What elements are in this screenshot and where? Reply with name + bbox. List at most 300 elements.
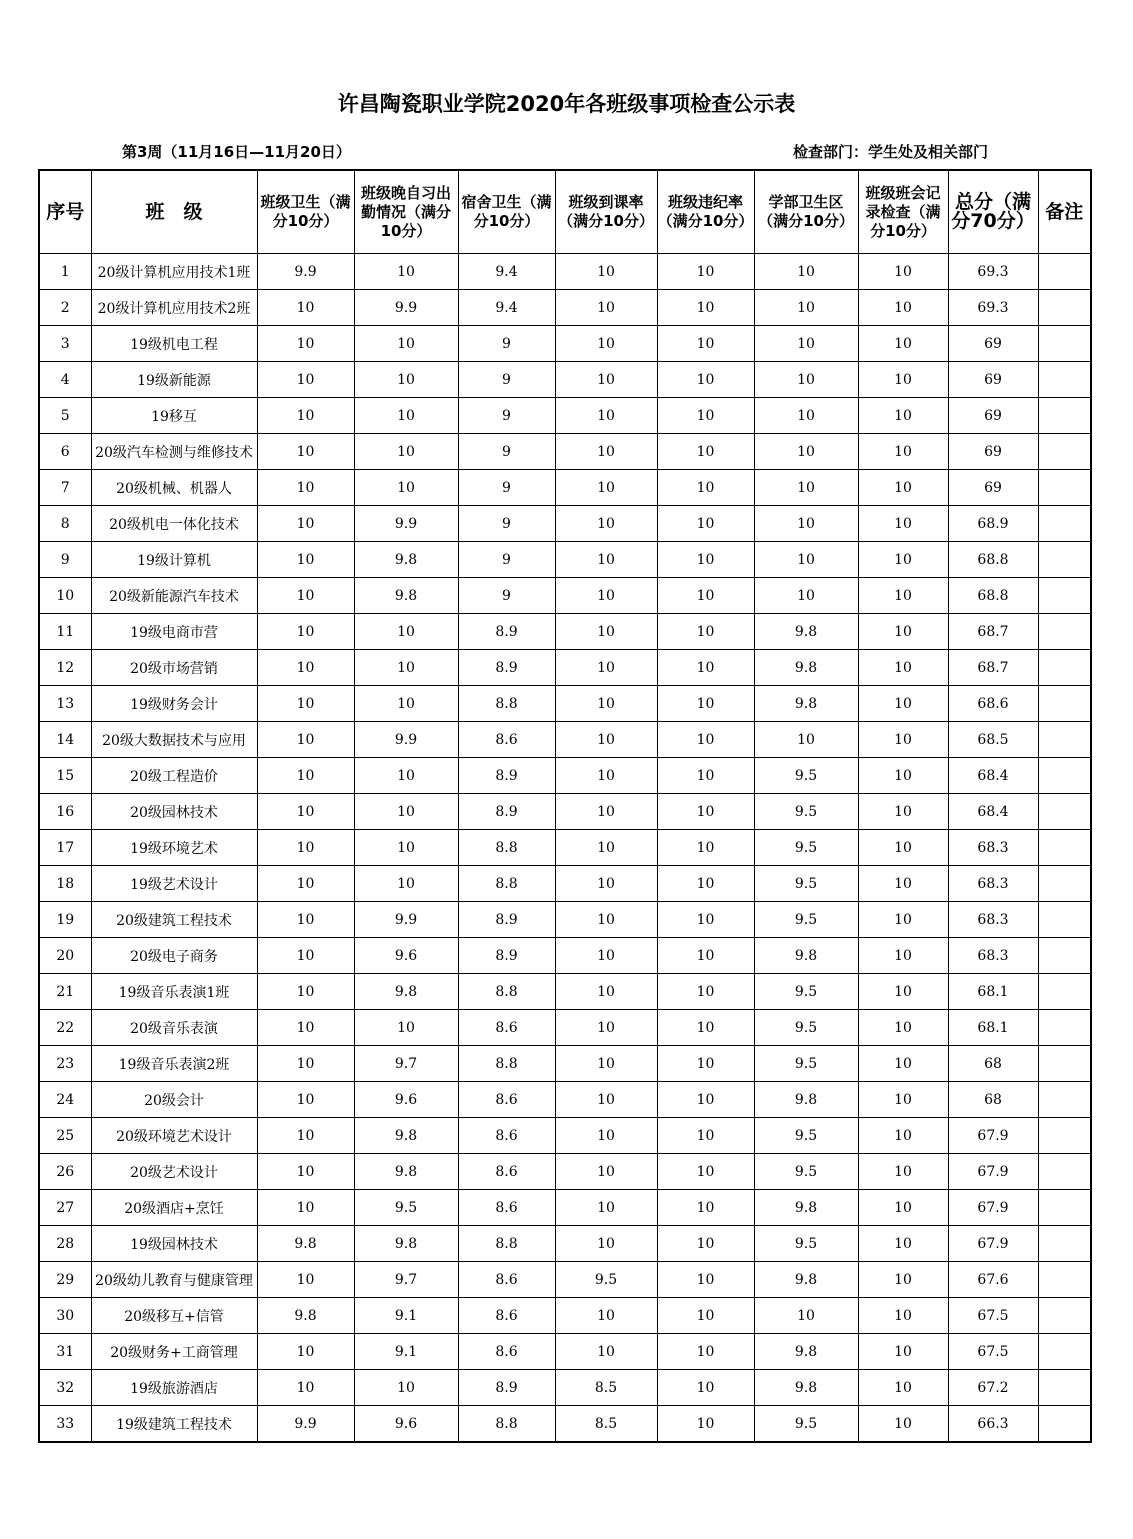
discipline: 10 <box>657 1406 754 1443</box>
class-hygiene: 10 <box>257 722 354 758</box>
class-name: 19级机电工程 <box>91 326 257 362</box>
discipline: 10 <box>657 794 754 830</box>
remark <box>1038 650 1091 686</box>
header-class-hygiene: 班级卫生（满分10分） <box>257 170 354 254</box>
total-score: 68.4 <box>948 794 1038 830</box>
table-row <box>39 686 1091 722</box>
table-row <box>39 1190 1091 1226</box>
remark <box>1038 1370 1091 1406</box>
dorm-hygiene: 8.9 <box>458 938 555 974</box>
dept-area: 9.8 <box>754 1370 858 1406</box>
class-name: 20级新能源汽车技术 <box>91 578 257 614</box>
class-hygiene: 10 <box>257 470 354 506</box>
dorm-hygiene: 8.8 <box>458 1226 555 1262</box>
remark <box>1038 434 1091 470</box>
header-row <box>39 170 1091 254</box>
row-no: 2 <box>39 290 91 326</box>
discipline: 10 <box>657 542 754 578</box>
table-row <box>39 1046 1091 1082</box>
attendance: 10 <box>555 974 657 1010</box>
class-name: 20级计算机应用技术2班 <box>91 290 257 326</box>
row-no: 12 <box>39 650 91 686</box>
table-row <box>39 830 1091 866</box>
dorm-hygiene: 8.9 <box>458 902 555 938</box>
meeting-record: 10 <box>858 398 948 434</box>
row-no: 4 <box>39 362 91 398</box>
evening-study: 10 <box>354 758 458 794</box>
discipline: 10 <box>657 902 754 938</box>
row-no: 26 <box>39 1154 91 1190</box>
discipline: 10 <box>657 434 754 470</box>
remark <box>1038 470 1091 506</box>
evening-study: 9.9 <box>354 722 458 758</box>
dept-area: 9.5 <box>754 866 858 902</box>
evening-study: 9.8 <box>354 1154 458 1190</box>
dorm-hygiene: 8.6 <box>458 1118 555 1154</box>
discipline: 10 <box>657 1190 754 1226</box>
remark <box>1038 1118 1091 1154</box>
evening-study: 9.1 <box>354 1298 458 1334</box>
class-name: 20级财务+工商管理 <box>91 1334 257 1370</box>
class-hygiene: 10 <box>257 1334 354 1370</box>
class-name: 19移互 <box>91 398 257 434</box>
attendance: 9.5 <box>555 1262 657 1298</box>
table-row <box>39 326 1091 362</box>
attendance: 8.5 <box>555 1406 657 1443</box>
remark <box>1038 614 1091 650</box>
evening-study: 9.6 <box>354 1082 458 1118</box>
header-total: 总分（满分70分） <box>948 170 1038 254</box>
attendance: 10 <box>555 1010 657 1046</box>
dept-area: 9.8 <box>754 1082 858 1118</box>
total-score: 68 <box>948 1046 1038 1082</box>
dept-area: 9.8 <box>754 614 858 650</box>
table-row <box>39 1082 1091 1118</box>
table-row <box>39 1334 1091 1370</box>
discipline: 10 <box>657 1082 754 1118</box>
dorm-hygiene: 9 <box>458 542 555 578</box>
dorm-hygiene: 8.6 <box>458 1262 555 1298</box>
remark <box>1038 758 1091 794</box>
meeting-record: 10 <box>858 1010 948 1046</box>
header-meeting-record: 班级班会记录检查（满分10分） <box>858 170 948 254</box>
dept-area: 9.5 <box>754 758 858 794</box>
meeting-record: 10 <box>858 722 948 758</box>
dept-area: 10 <box>754 542 858 578</box>
class-hygiene: 10 <box>257 1082 354 1118</box>
table-row <box>39 1370 1091 1406</box>
discipline: 10 <box>657 362 754 398</box>
discipline: 10 <box>657 1262 754 1298</box>
meeting-record: 10 <box>858 1406 948 1443</box>
meeting-record: 10 <box>858 542 948 578</box>
class-name: 19级建筑工程技术 <box>91 1406 257 1443</box>
table-row <box>39 758 1091 794</box>
row-no: 14 <box>39 722 91 758</box>
class-hygiene: 10 <box>257 902 354 938</box>
remark <box>1038 362 1091 398</box>
row-no: 9 <box>39 542 91 578</box>
row-no: 33 <box>39 1406 91 1443</box>
total-score: 67.5 <box>948 1298 1038 1334</box>
total-score: 69 <box>948 398 1038 434</box>
remark <box>1038 686 1091 722</box>
row-no: 17 <box>39 830 91 866</box>
attendance: 10 <box>555 290 657 326</box>
row-no: 5 <box>39 398 91 434</box>
class-hygiene: 9.8 <box>257 1226 354 1262</box>
row-no: 8 <box>39 506 91 542</box>
discipline: 10 <box>657 578 754 614</box>
meeting-record: 10 <box>858 1082 948 1118</box>
dept-area: 10 <box>754 578 858 614</box>
evening-study: 9.7 <box>354 1262 458 1298</box>
dorm-hygiene: 9.4 <box>458 290 555 326</box>
attendance: 10 <box>555 902 657 938</box>
meeting-record: 10 <box>858 758 948 794</box>
page-title: 许昌陶瓷职业学院2020年各班级事项检查公示表 <box>337 92 796 116</box>
dorm-hygiene: 8.6 <box>458 1334 555 1370</box>
remark <box>1038 254 1091 290</box>
meeting-record: 10 <box>858 254 948 290</box>
total-score: 68.3 <box>948 938 1038 974</box>
attendance: 10 <box>555 722 657 758</box>
attendance: 10 <box>555 434 657 470</box>
row-no: 16 <box>39 794 91 830</box>
class-name: 19级新能源 <box>91 362 257 398</box>
total-score: 68.4 <box>948 758 1038 794</box>
remark <box>1038 866 1091 902</box>
class-hygiene: 10 <box>257 398 354 434</box>
evening-study: 10 <box>354 254 458 290</box>
class-name: 19级音乐表演2班 <box>91 1046 257 1082</box>
row-no: 22 <box>39 1010 91 1046</box>
class-hygiene: 10 <box>257 866 354 902</box>
table-row <box>39 506 1091 542</box>
dept-area: 9.5 <box>754 1010 858 1046</box>
total-score: 69.3 <box>948 254 1038 290</box>
class-hygiene: 10 <box>257 830 354 866</box>
dept-area: 9.8 <box>754 938 858 974</box>
class-hygiene: 10 <box>257 758 354 794</box>
class-name: 20级机械、机器人 <box>91 470 257 506</box>
attendance: 10 <box>555 938 657 974</box>
dept-area: 10 <box>754 506 858 542</box>
meeting-record: 10 <box>858 686 948 722</box>
dept-area: 10 <box>754 362 858 398</box>
row-no: 13 <box>39 686 91 722</box>
dept-area: 9.5 <box>754 794 858 830</box>
remark <box>1038 578 1091 614</box>
attendance: 10 <box>555 398 657 434</box>
class-hygiene: 10 <box>257 578 354 614</box>
dept-area: 9.5 <box>754 1118 858 1154</box>
total-score: 68.3 <box>948 902 1038 938</box>
dorm-hygiene: 8.9 <box>458 1370 555 1406</box>
discipline: 10 <box>657 722 754 758</box>
total-score: 69.3 <box>948 290 1038 326</box>
meeting-record: 10 <box>858 830 948 866</box>
class-name: 20级计算机应用技术1班 <box>91 254 257 290</box>
dorm-hygiene: 8.8 <box>458 830 555 866</box>
class-name: 19级旅游酒店 <box>91 1370 257 1406</box>
meeting-record: 10 <box>858 1226 948 1262</box>
meeting-record: 10 <box>858 1190 948 1226</box>
class-hygiene: 10 <box>257 1010 354 1046</box>
remark <box>1038 1082 1091 1118</box>
row-no: 18 <box>39 866 91 902</box>
class-hygiene: 9.9 <box>257 254 354 290</box>
discipline: 10 <box>657 1298 754 1334</box>
remark <box>1038 506 1091 542</box>
remark <box>1038 542 1091 578</box>
table-row <box>39 542 1091 578</box>
total-score: 68.7 <box>948 650 1038 686</box>
row-no: 10 <box>39 578 91 614</box>
total-score: 67.9 <box>948 1118 1038 1154</box>
evening-study: 10 <box>354 686 458 722</box>
dorm-hygiene: 8.8 <box>458 974 555 1010</box>
total-score: 69 <box>948 434 1038 470</box>
evening-study: 10 <box>354 434 458 470</box>
meeting-record: 10 <box>858 1046 948 1082</box>
total-score: 67.9 <box>948 1190 1038 1226</box>
dept-area: 9.8 <box>754 1190 858 1226</box>
attendance: 10 <box>555 1298 657 1334</box>
attendance: 10 <box>555 1190 657 1226</box>
dorm-hygiene: 9 <box>458 434 555 470</box>
attendance: 10 <box>555 470 657 506</box>
class-name: 20级建筑工程技术 <box>91 902 257 938</box>
attendance: 10 <box>555 1226 657 1262</box>
discipline: 10 <box>657 1118 754 1154</box>
remark <box>1038 1262 1091 1298</box>
total-score: 68.7 <box>948 614 1038 650</box>
dorm-hygiene: 8.8 <box>458 1046 555 1082</box>
discipline: 10 <box>657 758 754 794</box>
dorm-hygiene: 9 <box>458 398 555 434</box>
class-hygiene: 10 <box>257 326 354 362</box>
inspection-table <box>38 169 1092 1443</box>
remark <box>1038 938 1091 974</box>
class-name: 19级电商市营 <box>91 614 257 650</box>
class-hygiene: 10 <box>257 974 354 1010</box>
header-evening-study: 班级晚自习出勤情况（满分10分） <box>354 170 458 254</box>
evening-study: 10 <box>354 614 458 650</box>
row-no: 20 <box>39 938 91 974</box>
class-name: 20级工程造价 <box>91 758 257 794</box>
total-score: 69 <box>948 470 1038 506</box>
dept-area: 9.8 <box>754 1334 858 1370</box>
class-name: 19级艺术设计 <box>91 866 257 902</box>
attendance: 10 <box>555 614 657 650</box>
row-no: 1 <box>39 254 91 290</box>
class-name: 20级幼儿教育与健康管理 <box>91 1262 257 1298</box>
table-row <box>39 290 1091 326</box>
total-score: 67.6 <box>948 1262 1038 1298</box>
discipline: 10 <box>657 506 754 542</box>
class-name: 20级汽车检测与维修技术 <box>91 434 257 470</box>
attendance: 10 <box>555 578 657 614</box>
attendance: 10 <box>555 866 657 902</box>
total-score: 67.9 <box>948 1154 1038 1190</box>
week-range: 第3周（11月16日—11月20日） <box>122 143 351 161</box>
table-row <box>39 254 1091 290</box>
total-score: 69 <box>948 362 1038 398</box>
dept-area: 10 <box>754 722 858 758</box>
attendance: 10 <box>555 326 657 362</box>
class-name: 20级移互+信管 <box>91 1298 257 1334</box>
table-row <box>39 794 1091 830</box>
class-hygiene: 10 <box>257 650 354 686</box>
class-hygiene: 10 <box>257 686 354 722</box>
meeting-record: 10 <box>858 866 948 902</box>
meeting-record: 10 <box>858 1154 948 1190</box>
dorm-hygiene: 8.9 <box>458 794 555 830</box>
remark <box>1038 1154 1091 1190</box>
discipline: 10 <box>657 686 754 722</box>
discipline: 10 <box>657 1334 754 1370</box>
attendance: 10 <box>555 506 657 542</box>
dept-area: 10 <box>754 398 858 434</box>
dorm-hygiene: 8.8 <box>458 686 555 722</box>
discipline: 10 <box>657 1010 754 1046</box>
remark <box>1038 398 1091 434</box>
dorm-hygiene: 9 <box>458 362 555 398</box>
row-no: 27 <box>39 1190 91 1226</box>
evening-study: 10 <box>354 830 458 866</box>
dept-area: 9.5 <box>754 1154 858 1190</box>
discipline: 10 <box>657 1046 754 1082</box>
remark <box>1038 1190 1091 1226</box>
dept-area: 10 <box>754 254 858 290</box>
dept-area: 10 <box>754 434 858 470</box>
evening-study: 10 <box>354 1370 458 1406</box>
row-no: 3 <box>39 326 91 362</box>
table-row <box>39 398 1091 434</box>
dorm-hygiene: 9.4 <box>458 254 555 290</box>
total-score: 68.5 <box>948 722 1038 758</box>
evening-study: 10 <box>354 794 458 830</box>
class-hygiene: 10 <box>257 290 354 326</box>
class-hygiene: 10 <box>257 794 354 830</box>
evening-study: 9.9 <box>354 290 458 326</box>
table-row <box>39 1154 1091 1190</box>
table-row <box>39 1226 1091 1262</box>
dorm-hygiene: 8.9 <box>458 650 555 686</box>
class-name: 20级环境艺术设计 <box>91 1118 257 1154</box>
header-attendance: 班级到课率（满分10分） <box>555 170 657 254</box>
meeting-record: 10 <box>858 470 948 506</box>
row-no: 23 <box>39 1046 91 1082</box>
class-hygiene: 9.9 <box>257 1406 354 1443</box>
dorm-hygiene: 9 <box>458 578 555 614</box>
discipline: 10 <box>657 290 754 326</box>
class-name: 20级音乐表演 <box>91 1010 257 1046</box>
total-score: 66.3 <box>948 1406 1038 1443</box>
meeting-record: 10 <box>858 1298 948 1334</box>
total-score: 67.9 <box>948 1226 1038 1262</box>
evening-study: 10 <box>354 1010 458 1046</box>
evening-study: 9.6 <box>354 1406 458 1443</box>
table-row <box>39 902 1091 938</box>
remark <box>1038 1010 1091 1046</box>
evening-study: 10 <box>354 866 458 902</box>
class-hygiene: 10 <box>257 1046 354 1082</box>
meeting-record: 10 <box>858 1118 948 1154</box>
meeting-record: 10 <box>858 290 948 326</box>
class-name: 20级艺术设计 <box>91 1154 257 1190</box>
table-row <box>39 362 1091 398</box>
inspection-department: 检查部门：学生处及相关部门 <box>793 143 989 161</box>
class-name: 20级会计 <box>91 1082 257 1118</box>
table-row <box>39 614 1091 650</box>
remark <box>1038 794 1091 830</box>
remark <box>1038 326 1091 362</box>
evening-study: 10 <box>354 650 458 686</box>
attendance: 10 <box>555 1118 657 1154</box>
row-no: 29 <box>39 1262 91 1298</box>
dept-area: 9.5 <box>754 1226 858 1262</box>
row-no: 11 <box>39 614 91 650</box>
dept-area: 10 <box>754 1298 858 1334</box>
row-no: 31 <box>39 1334 91 1370</box>
table-row <box>39 974 1091 1010</box>
discipline: 10 <box>657 1226 754 1262</box>
row-no: 30 <box>39 1298 91 1334</box>
dept-area: 9.5 <box>754 902 858 938</box>
class-name: 19级园林技术 <box>91 1226 257 1262</box>
attendance: 10 <box>555 1046 657 1082</box>
attendance: 10 <box>555 758 657 794</box>
total-score: 67.2 <box>948 1370 1038 1406</box>
class-name: 19级计算机 <box>91 542 257 578</box>
table-row <box>39 722 1091 758</box>
row-no: 6 <box>39 434 91 470</box>
table-row <box>39 650 1091 686</box>
evening-study: 9.5 <box>354 1190 458 1226</box>
attendance: 10 <box>555 686 657 722</box>
attendance: 10 <box>555 1334 657 1370</box>
remark <box>1038 722 1091 758</box>
header-remark: 备注 <box>1038 170 1091 254</box>
header-dept-area: 学部卫生区（满分10分） <box>754 170 858 254</box>
attendance: 10 <box>555 542 657 578</box>
table-row <box>39 1010 1091 1046</box>
table-body <box>39 254 1091 1443</box>
class-hygiene: 10 <box>257 1262 354 1298</box>
dorm-hygiene: 8.6 <box>458 1010 555 1046</box>
discipline: 10 <box>657 830 754 866</box>
discipline: 10 <box>657 974 754 1010</box>
evening-study: 10 <box>354 326 458 362</box>
table-row <box>39 1118 1091 1154</box>
total-score: 68.1 <box>948 1010 1038 1046</box>
row-no: 21 <box>39 974 91 1010</box>
meeting-record: 10 <box>858 434 948 470</box>
meeting-record: 10 <box>858 614 948 650</box>
evening-study: 9.8 <box>354 1118 458 1154</box>
meeting-record: 10 <box>858 1334 948 1370</box>
table-row <box>39 434 1091 470</box>
dorm-hygiene: 9 <box>458 326 555 362</box>
discipline: 10 <box>657 470 754 506</box>
dorm-hygiene: 8.6 <box>458 1298 555 1334</box>
class-name: 19级环境艺术 <box>91 830 257 866</box>
remark <box>1038 1334 1091 1370</box>
discipline: 10 <box>657 398 754 434</box>
evening-study: 9.6 <box>354 938 458 974</box>
